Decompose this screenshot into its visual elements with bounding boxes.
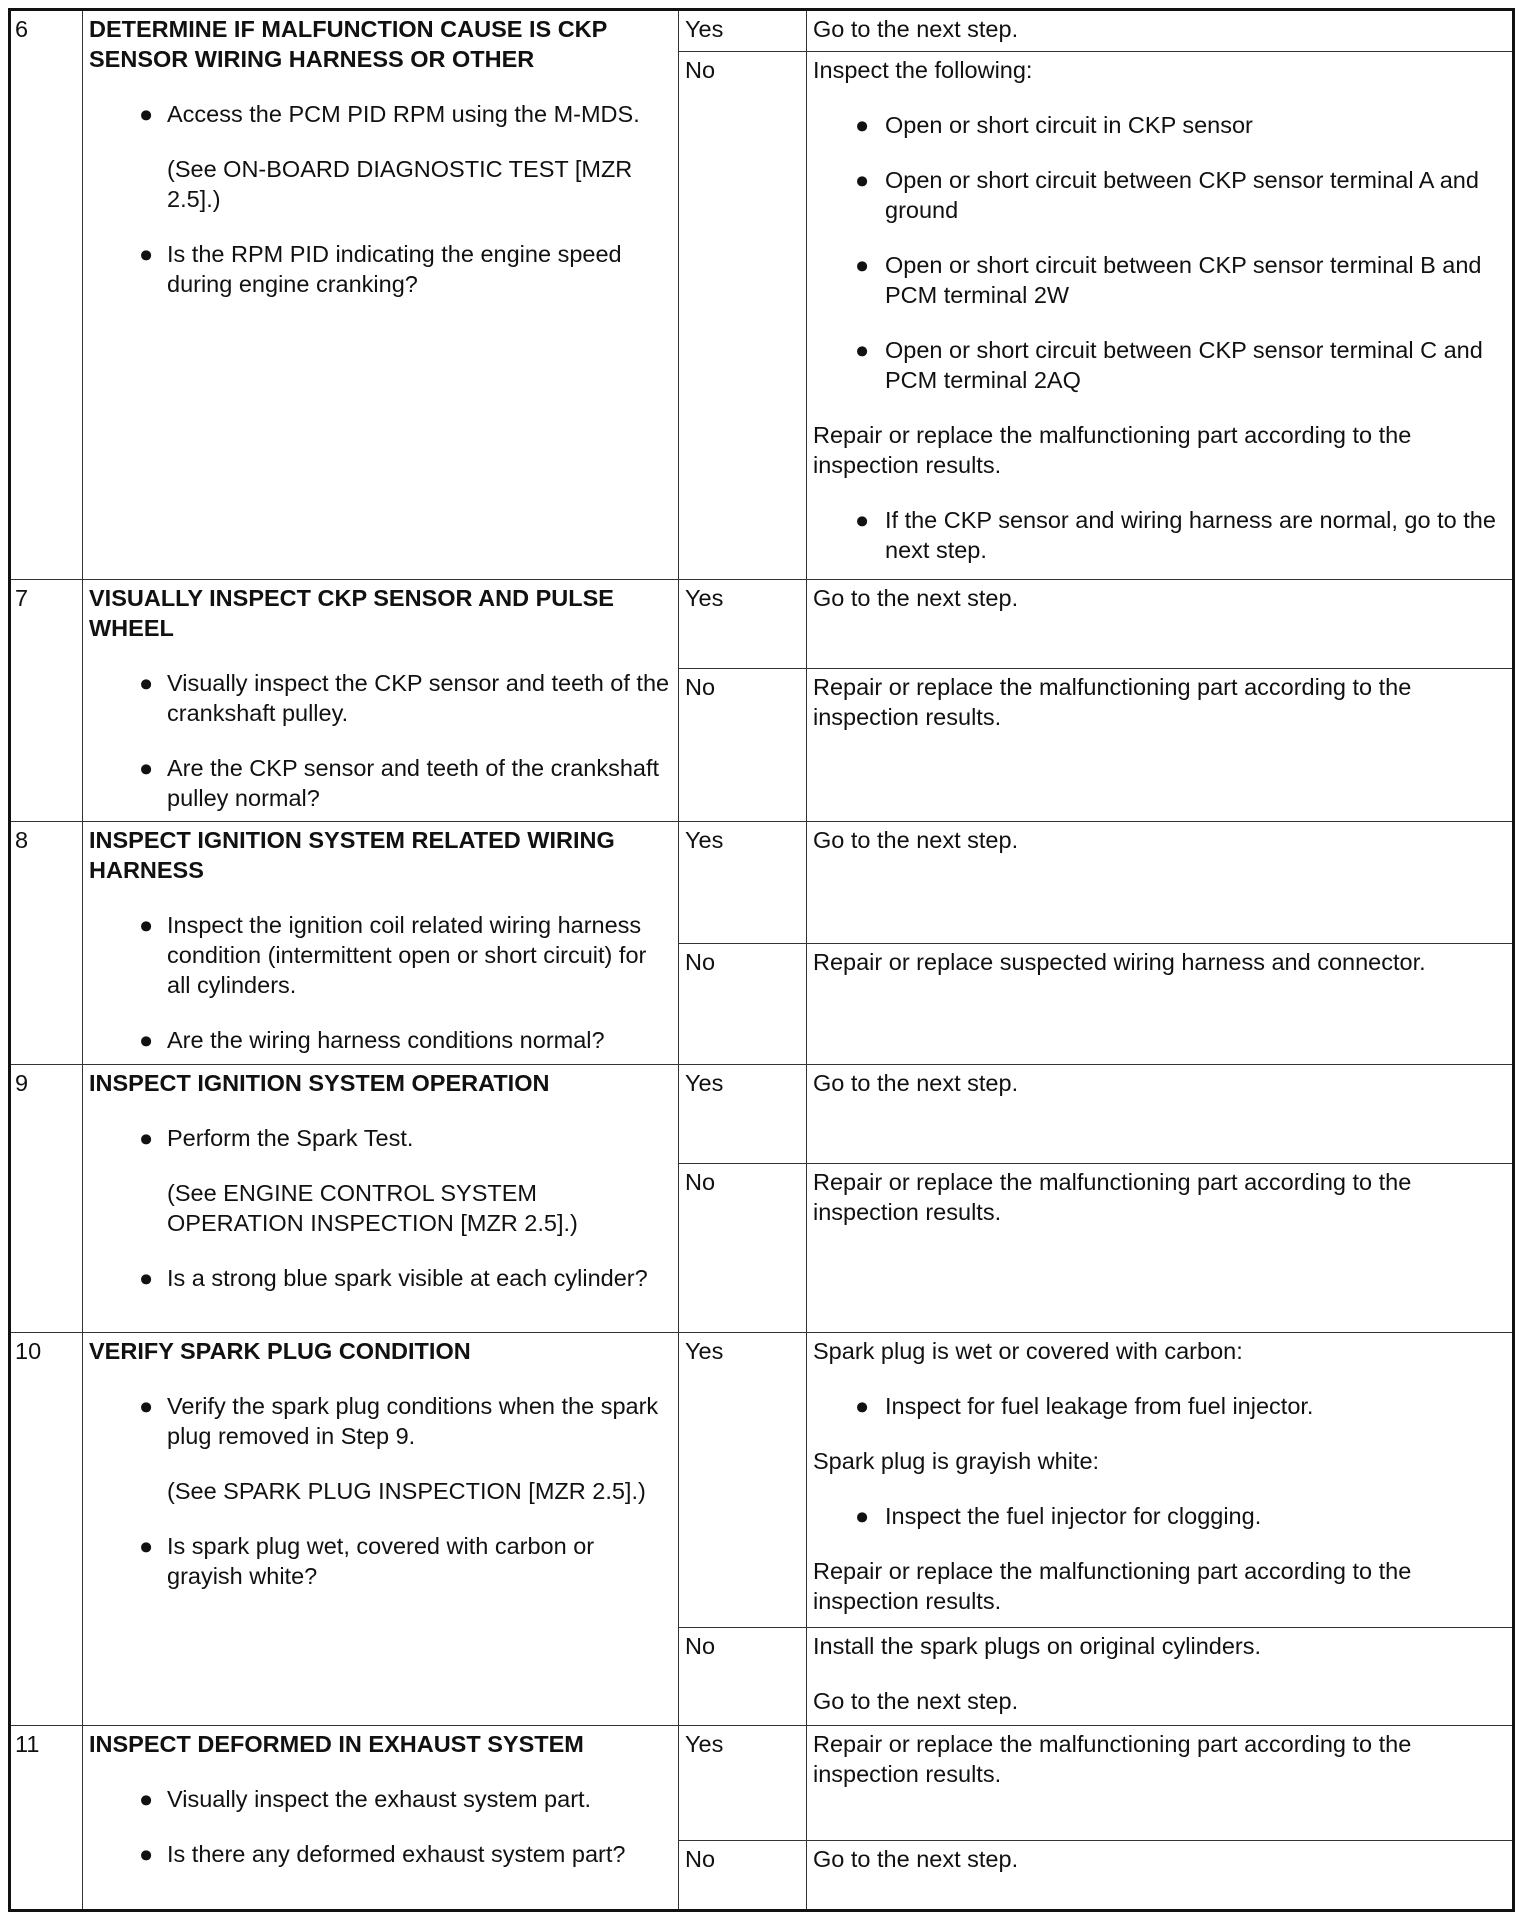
step-title: INSPECT IGNITION SYSTEM OPERATION	[89, 1070, 550, 1096]
bullet-item	[89, 1263, 672, 1293]
bullet-icon: ●	[139, 1027, 154, 1053]
yes-action: Repair or replace the malfunctioning part according to the inspection results.	[807, 1726, 1514, 1841]
bullet-item	[89, 99, 672, 129]
bullet-text: Inspect the fuel injector for clogging.	[885, 1503, 1262, 1529]
bullet-icon: ●	[855, 252, 870, 278]
bullet-text: Is spark plug wet, covered with carbon or grayish white?	[167, 1533, 595, 1589]
bullet-item	[813, 1501, 1506, 1531]
no-action: Repair or replace the malfunctioning part according to the inspection results.	[807, 669, 1514, 822]
bullet-item	[89, 1025, 672, 1055]
step-7-yes-row	[10, 580, 1514, 669]
yes-action: Go to the next step.	[807, 580, 1514, 669]
bullet-icon: ●	[139, 670, 154, 696]
bullet-icon: ●	[855, 1393, 870, 1419]
bullet-icon: ●	[855, 1503, 870, 1529]
bullet-text: Inspect for fuel leakage from fuel injector.	[885, 1393, 1314, 1419]
bullet-text: Perform the Spark Test.	[167, 1125, 414, 1151]
step-6-action	[83, 10, 679, 580]
bullet-icon: ●	[139, 1265, 154, 1291]
step-title: VISUALLY INSPECT CKP SENSOR AND PULSE WHEEL	[89, 585, 614, 641]
bullet-icon: ●	[855, 167, 870, 193]
step-number: 9	[10, 1065, 83, 1333]
diagnostic-procedure-table	[8, 8, 1515, 1912]
repair-text: Repair or replace the malfunctioning part according to the inspection results.	[813, 1558, 1412, 1614]
bullet-item	[89, 1123, 672, 1153]
bullet-item	[89, 1391, 672, 1451]
reference-note: (See SPARK PLUG INSPECTION [MZR 2.5].)	[167, 1478, 646, 1504]
next-step-text: Go to the next step.	[813, 1688, 1019, 1714]
bullet-item	[89, 910, 672, 1000]
bullet-text: Verify the spark plug conditions when the spark plug removed in Step 9.	[167, 1393, 659, 1449]
step-title: VERIFY SPARK PLUG CONDITION	[89, 1338, 471, 1364]
bullet-icon: ●	[139, 755, 154, 781]
no-label: No	[679, 944, 807, 1065]
step-11-action	[83, 1726, 679, 1911]
no-action	[807, 52, 1514, 580]
yes-label: Yes	[679, 822, 807, 944]
bullet-text: Inspect the ignition coil related wiring harness condition (intermittent open or short circuit) for all cylinders.	[167, 912, 647, 998]
reference-note: (See ENGINE CONTROL SYSTEM OPERATION INSPECTION [MZR 2.5].)	[167, 1180, 578, 1236]
step-number: 11	[10, 1726, 83, 1911]
step-11-yes-row	[10, 1726, 1514, 1841]
condition-text: Spark plug is grayish white:	[813, 1448, 1100, 1474]
bullet-item	[89, 668, 672, 728]
bullet-text: Is a strong blue spark visible at each cylinder?	[167, 1265, 648, 1291]
bullet-text: Are the CKP sensor and teeth of the crankshaft pulley normal?	[167, 755, 660, 811]
step-9-action	[83, 1065, 679, 1333]
bullet-text: If the CKP sensor and wiring harness are normal, go to the next step.	[885, 507, 1496, 563]
bullet-icon: ●	[139, 101, 154, 127]
bullet-text: Open or short circuit in CKP sensor	[885, 112, 1253, 138]
bullet-item	[813, 335, 1506, 395]
bullet-text: Is the RPM PID indicating the engine speed during engine cranking?	[167, 241, 622, 297]
step-number: 7	[10, 580, 83, 822]
yes-label: Yes	[679, 1065, 807, 1164]
no-action: Repair or replace the malfunctioning part according to the inspection results.	[807, 1164, 1514, 1333]
step-number: 10	[10, 1333, 83, 1726]
step-6-yes-row	[10, 10, 1514, 52]
bullet-icon: ●	[139, 912, 154, 938]
yes-action: Go to the next step.	[807, 1065, 1514, 1164]
no-label: No	[679, 1628, 807, 1726]
repair-text: Repair or replace the malfunctioning part according to the inspection results.	[813, 422, 1412, 478]
bullet-icon: ●	[139, 1841, 154, 1867]
step-7-action	[83, 580, 679, 822]
bullet-item	[813, 110, 1506, 140]
yes-label: Yes	[679, 580, 807, 669]
bullet-text: Access the PCM PID RPM using the M-MDS.	[167, 101, 640, 127]
bullet-icon: ●	[855, 337, 870, 363]
no-action-text: Install the spark plugs on original cylinders.	[813, 1633, 1262, 1659]
bullet-text: Visually inspect the CKP sensor and teeth of the crankshaft pulley.	[167, 670, 670, 726]
no-label: No	[679, 669, 807, 822]
step-8-action	[83, 822, 679, 1065]
bullet-item	[813, 250, 1506, 310]
bullet-icon: ●	[855, 112, 870, 138]
yes-label: Yes	[679, 1726, 807, 1841]
inspect-intro: Inspect the following:	[813, 57, 1033, 83]
bullet-text: Is there any deformed exhaust system part?	[167, 1841, 626, 1867]
yes-action: Go to the next step.	[807, 822, 1514, 944]
bullet-text: Open or short circuit between CKP sensor terminal A and ground	[885, 167, 1479, 223]
yes-action	[807, 1333, 1514, 1628]
bullet-item	[89, 1531, 672, 1591]
bullet-icon: ●	[139, 1533, 154, 1559]
step-number: 8	[10, 822, 83, 1065]
bullet-icon: ●	[855, 507, 870, 533]
bullet-item	[813, 505, 1506, 565]
bullet-text: Open or short circuit between CKP sensor terminal B and PCM terminal 2W	[885, 252, 1482, 308]
bullet-item	[813, 1391, 1506, 1421]
bullet-item	[813, 165, 1506, 225]
step-8-yes-row	[10, 822, 1514, 944]
step-title: INSPECT IGNITION SYSTEM RELATED WIRING HARNESS	[89, 827, 615, 883]
no-action: Repair or replace suspected wiring harness and connector.	[807, 944, 1514, 1065]
bullet-text: Are the wiring harness conditions normal?	[167, 1027, 605, 1053]
reference-note: (See ON-BOARD DIAGNOSTIC TEST [MZR 2.5].)	[167, 156, 633, 212]
bullet-text: Open or short circuit between CKP sensor terminal C and PCM terminal 2AQ	[885, 337, 1483, 393]
no-action: Go to the next step.	[807, 1841, 1514, 1911]
bullet-item	[89, 753, 672, 813]
bullet-icon: ●	[139, 241, 154, 267]
no-label: No	[679, 1164, 807, 1333]
step-number: 6	[10, 10, 83, 580]
step-10-yes-row	[10, 1333, 1514, 1628]
yes-label: Yes	[679, 10, 807, 52]
bullet-icon: ●	[139, 1125, 154, 1151]
no-action	[807, 1628, 1514, 1726]
bullet-item	[89, 239, 672, 299]
bullet-text: Visually inspect the exhaust system part.	[167, 1786, 592, 1812]
no-label: No	[679, 1841, 807, 1911]
step-10-action	[83, 1333, 679, 1726]
condition-text: Spark plug is wet or covered with carbon:	[813, 1338, 1243, 1364]
yes-action: Go to the next step.	[807, 10, 1514, 52]
bullet-icon: ●	[139, 1786, 154, 1812]
bullet-item	[89, 1784, 672, 1814]
step-9-yes-row	[10, 1065, 1514, 1164]
no-label: No	[679, 52, 807, 580]
step-title: DETERMINE IF MALFUNCTION CAUSE IS CKP SENSOR WIRING HARNESS OR OTHER	[89, 16, 607, 72]
step-title: INSPECT DEFORMED IN EXHAUST SYSTEM	[89, 1731, 584, 1757]
bullet-icon: ●	[139, 1393, 154, 1419]
yes-label: Yes	[679, 1333, 807, 1628]
bullet-item	[89, 1839, 672, 1869]
